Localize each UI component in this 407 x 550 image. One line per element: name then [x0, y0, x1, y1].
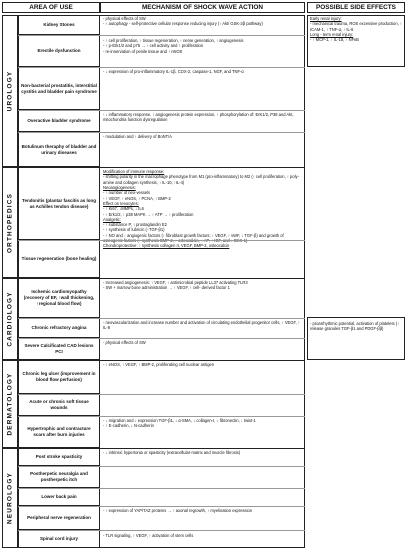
row-divider	[18, 416, 305, 417]
header-mechanism: MECHANISM OF SHOCK WAVE ACTION	[100, 2, 305, 13]
mechanism-spasticity	[100, 449, 305, 456]
mech-line: - ↓ inflammatory response, ↑ angiogenesis protein expression, ↑ phosphorylation of: ErK1/2, P38 and Akt, mitochondria function dysregulation	[103, 112, 294, 123]
mechanism-angina	[100, 319, 305, 332]
area-hypertrophic-scars: Hypertrophic and contracture scars after burn injuries	[18, 416, 100, 448]
mech-line: - shifting polarity in the macrophage phenotype from M1 (pro-inflammatory) to M2 (↑ cell proliferation, ↑ poly-amine and collagen synthesis, ↑ IL-10, ↑IL-4)	[103, 174, 299, 185]
area-lower-back-pain: Lower back pain	[18, 488, 100, 506]
shock-wave-table	[2, 2, 405, 548]
category-orthopedics	[2, 167, 18, 278]
category-dermatology	[2, 360, 18, 448]
area-postherpetic-neuralgia: Postherpetic neuralgia and postherpetic itch	[18, 466, 100, 488]
mech-line: - ↑ cell proliferation, ↑ tissue regeneration, ↑ nerve generation, ↑ angiogenesis	[103, 38, 244, 43]
row-divider	[18, 132, 305, 133]
mech-line: - ↑ Erk1/2, ↑ p38 MAPK → ↑ ATP → ↑ proliferation	[103, 211, 194, 217]
mech-subheading: Effect on tenocytes:	[103, 200, 139, 206]
mechanism-prostatitis	[100, 68, 305, 75]
mechanism-erectile	[100, 37, 305, 55]
mech-line: - ↑ synthesis of lubricin (↑TGF-β1)	[103, 227, 165, 233]
side-effects-urology	[307, 15, 405, 44]
area-tendonitis: Tendonitis (plantar fascitis as long as Achilles tendon disease)	[18, 167, 100, 240]
category-cardiology	[2, 278, 18, 360]
row-divider	[18, 35, 305, 36]
category-neurology	[2, 448, 18, 548]
mech-line: - TLR signaling, ↑ VEGF, ↑ activation of stem cells	[103, 533, 194, 538]
area-chronic-leg-ulcer: Chronic leg ulcer (improvement in blood flow perfusion)	[18, 360, 100, 394]
header-area-of-use: AREA OF USE	[2, 2, 100, 13]
area-post-stroke-spasticity: Post stroke spasticity	[18, 448, 100, 466]
category-neurology-label: NEUROLOGY	[6, 472, 14, 524]
mech-line: - ↑ Ki67, ↓MMPs, ↓ IL6	[103, 206, 144, 212]
category-urology	[2, 15, 18, 167]
area-kidney-stones: Kidney Stones	[18, 15, 100, 35]
area-calcified-cad: Severe Calcificated CAD lesions PCI	[18, 338, 100, 360]
early-renal-text: - mechanical trauma, ROS excessive production, ↑ ICAM-1, ↑ TNF-α, ↑ IL-6	[310, 21, 402, 32]
row-divider	[18, 240, 305, 241]
area-botulinum: Botulinum theraphy of bladder and urinary diseases	[18, 132, 100, 167]
mech-line: - ↑ p-Erk1/2 and p75 → ↑ cell activity and ↑ proliferation	[103, 43, 204, 49]
row-divider	[18, 338, 305, 339]
cardiology-side-text: - proarrhythmic potential, activation of platelets (↑ release granules TGF-β1 and PDGF-ββ)	[310, 321, 400, 332]
mech-line: - physical effects of SW	[103, 16, 146, 21]
mech-line: - ↑ VEGF, ↑ eNOS, ↑ PCNA, ↑ BMP-2	[103, 195, 171, 201]
mech-line: - ↑ substance P, ↑ prostaglandin E2	[103, 222, 167, 228]
mech-line: - ↑ number of neo-vessels	[103, 190, 151, 196]
mechanism-peripheral	[100, 507, 305, 514]
mech-line: - ↓ intrinsic hypertonia or spasticity (extracellular-matrix and muscle fibrosis)	[103, 450, 241, 455]
mech-line: - Increased angiogenesis: ↑ VEGF, ↑ antimicrobial peptide LL37 activating TLR3	[103, 280, 248, 285]
row-divider	[18, 110, 305, 111]
mech-line: - re-innervation of penile tissue and ↑ nNOS	[103, 48, 183, 54]
mechanism-ulcer	[100, 361, 305, 368]
long-term-renal-title: Long - term renal injury:	[310, 31, 354, 37]
mech-line: - physical effects of SW	[103, 340, 146, 345]
area-overactive-bladder: Overactive bladder syndrome	[18, 110, 100, 132]
category-cardiology-label: CARDIOLOGY	[6, 291, 14, 347]
row-divider	[18, 394, 305, 395]
row-divider	[18, 466, 305, 467]
header-side-effects: POSSIBLE SIDE EFFECTS	[307, 2, 405, 13]
mech-line: Chondroprotective: ↑ synthesis collagen II, VEGF, BMP-2, osteocalcin	[103, 243, 230, 249]
mechanism-botulinum	[100, 133, 305, 140]
mechanism-overactive	[100, 111, 305, 124]
area-erectile-dysfunction: Erectile dysfunction	[18, 35, 100, 67]
area-spinal-cord-injury: Spinal cord injury	[18, 530, 100, 548]
mech-line: - neovascularization and increase number and activation of circulating endothelial progenitor cells, ↑ VEGF, ↑ IL-8	[103, 320, 300, 331]
area-ischemic-cardiomyopathy: Ischemic cardiomyopathy (recovery of EF, ↑wall thickening, ↑regional blood flow)	[18, 278, 100, 318]
mech-subheading: Analgetic:	[103, 216, 121, 222]
row-divider	[18, 318, 305, 319]
row-divider	[18, 488, 305, 489]
category-urology-label: UROLOGY	[6, 70, 14, 112]
early-renal-title: Early renal injury:	[310, 16, 342, 21]
category-dermatology-label: DERMATOLOGY	[6, 372, 14, 436]
mech-line: - SW + marrow bone administration → ↑ VEGF, ↑ cell- derived factor 1	[103, 285, 230, 291]
area-refractory-angina: Chronic refractory angina	[18, 318, 100, 338]
mechanism-calcified	[100, 339, 305, 346]
area-prostatitis: Non-bacterial prostatitis, interstitial cystitis and bladder pain syndrome	[18, 67, 100, 110]
mech-line: - ↑ eNOS, ↑ VEGF, ↑ BMP-2, proliferating cell nuclear antigen	[103, 362, 215, 367]
area-soft-tissue-wounds: Acute or chronic soft tissue wounds	[18, 394, 100, 416]
mech-subheading: Neoangiogenesis:	[103, 184, 136, 190]
row-divider	[18, 67, 305, 68]
area-tissue-regeneration: Tissue regeneration (bone healing)	[18, 240, 100, 278]
mech-line: - ↑ autophagy - self-protective cellular response reducing injury (↑ Akt/ GSK-3β pathway)	[103, 21, 263, 27]
mech-line: - ↓ expression of pro-inflammatory IL-1β, COX-2, caspase-1, NGF, and TNF-α	[103, 69, 244, 74]
mech-line: - ↑ NO and ↑ angiogenic factors (↑ fibroblast growth factors; ↑ VEGF, ↑ vWF, ↓ TGF-β) and growth of osteogenic factors (↑ synthesis BMP-2, ↑ osteocalcin, ↑ AP, ↑ IGF, and ↓ DKK-1)	[103, 232, 284, 244]
long-term-renal-text: - ↑ MCP-1, ↑ IL-18, ↑ NFκB	[310, 37, 359, 43]
area-peripheral-nerve: Peripheral nerve regeneration	[18, 506, 100, 530]
row-divider	[18, 530, 305, 531]
mechanism-orthopedics	[100, 168, 305, 250]
category-orthopedics-label: ORTHOPEDICS	[6, 192, 14, 253]
row-divider	[18, 506, 305, 507]
mech-line: - ↓ migration and ↓ expression TGF-β1, ↓ α-SMA, ↓ collagen-I, ↓ fibronectin, ↓ twist-1	[103, 418, 256, 423]
mech-line: - ↑ E-cadherin, ↓ N-cadherin	[103, 423, 154, 429]
mechanism-spinal	[100, 532, 305, 539]
mech-subheading: Modification of immune response:	[103, 169, 165, 174]
mechanism-kidney-stones	[100, 15, 305, 28]
mech-line: - ↑ expression of YAP/TAZ proteins → ↑ axonal regrowth, ↑ myelination expression	[103, 508, 253, 513]
side-effects-cardiology	[307, 320, 405, 333]
mech-line: - modulation and ↑ delivery of BoNT/A	[103, 134, 172, 139]
mechanism-ischemic	[100, 279, 305, 292]
mechanism-hypertrophic	[100, 417, 305, 430]
